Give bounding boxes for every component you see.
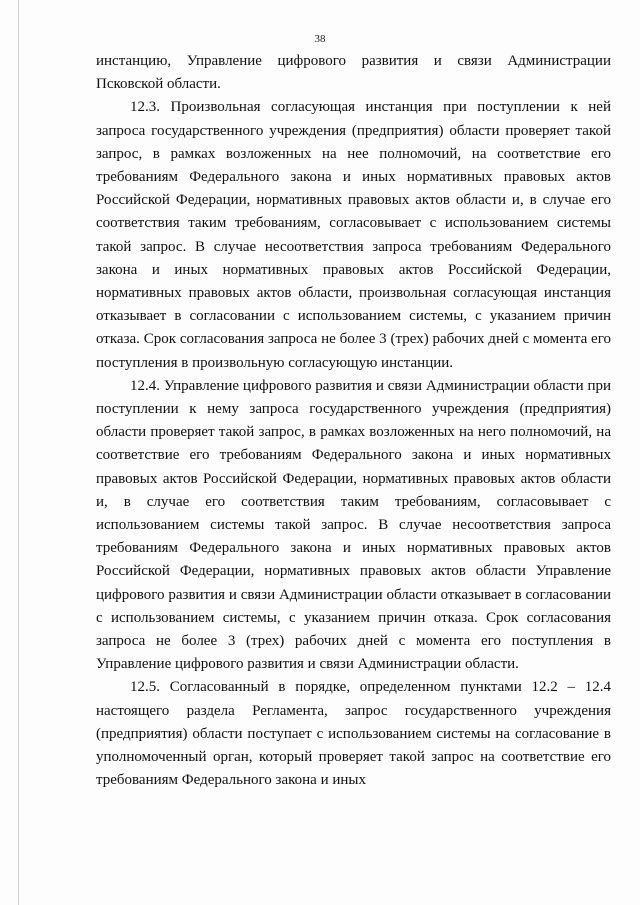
page-number: 38 bbox=[314, 33, 326, 45]
scan-edge-line bbox=[18, 0, 19, 905]
document-body bbox=[96, 50, 611, 793]
paragraph-12-3: 12.3. Произвольная согласующая инстанция при поступлении к ней запроса государственного учреждения (предприятия) области проверяет такой запрос, в рамках возложенных на нее полномочий, на соответствие его требованиям Федерального закона и иных нормативных правовых актов Российской Федерации, нормативных правовых актов области и, в случае его соответствия таким требованиям, согласовывает с использованием системы такой запрос. В случае несоответствия запроса требованиям Федерального закона и иных нормативных правовых актов Российской Федерации, нормативных правовых актов области, произвольная согласующая инстанция отказывает в согласовании с использованием системы, с указанием причин отказа. Срок согласования запроса не более 3 (трех) рабочих дней с момента его поступления в произвольную согласующую инстанции. bbox=[96, 99, 611, 371]
paragraph-12-4: 12.4. Управление цифрового развития и связи Администрации области при поступлении к нему запроса государственного учреждения (предприятия) области проверяет такой запрос, в рамках возложенных на него полномочий, на соответствие его требованиям Федерального закона и иных нормативных правовых актов Российской Федерации, нормативных правовых актов области и, в случае его соответствия таким требованиям, согласовывает с использованием системы такой запрос. В случае несоответствия запроса требованиям Федерального закона и иных нормативных правовых актов Российской Федерации, нормативных правовых актов области Управление цифрового развития и связи Администрации области отказывает в согласовании с использованием системы, с указанием причин отказа. Срок согласования запроса не более 3 (трех) рабочих дней с момента его поступления в Управление цифрового развития и связи Администрации области. bbox=[96, 377, 611, 673]
paragraph-12-5: 12.5. Согласованный в порядке, определенном пунктами 12.2 – 12.4 настоящего раздела Регламента, запрос государственного учреждения (предприятия) области поступает с использованием системы на согласование в уполномоченный орган, который проверяет такой запрос на соответствие его требованиям Федерального закона и иных bbox=[96, 679, 611, 789]
paragraph-continuation: инстанцию, Управление цифрового развития и связи Администрации Псковской области. bbox=[96, 53, 611, 93]
